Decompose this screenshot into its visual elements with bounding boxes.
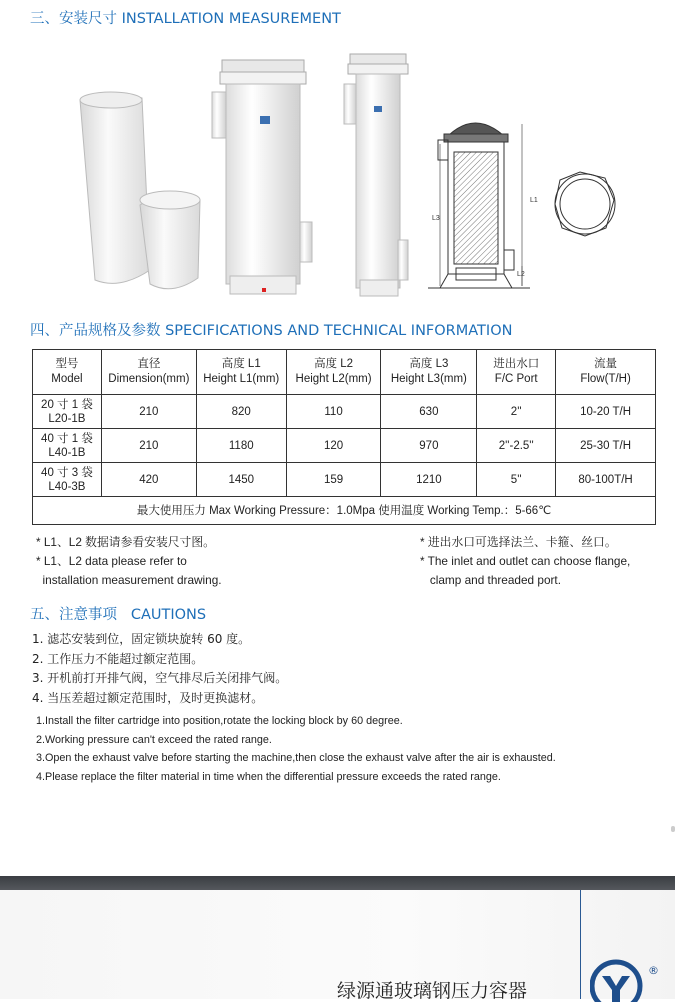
cell-model: 40 寸 3 袋 L40-3B <box>33 463 102 497</box>
list-item: 1.Install the filter cartridge into position,rotate the locking block by 60 degree. <box>36 715 403 727</box>
section-title-installation: 三、安装尺寸 INSTALLATION MEASUREMENT <box>30 11 341 27</box>
spec-table <box>32 349 656 525</box>
cell-l1: 1450 <box>196 463 286 497</box>
cell-l3: 970 <box>381 429 477 463</box>
cautions-cn-list <box>32 630 287 708</box>
filter-bag-image <box>80 92 200 289</box>
list-item: 4.Please replace the filter material in time when the differential pressure exceeds the rated range. <box>36 770 501 783</box>
cell-l3: 1210 <box>381 463 477 497</box>
cell-dimension: 420 <box>101 463 196 497</box>
footer-band <box>0 876 675 890</box>
working-conditions: 最大使用压力 Max Working Pressure：1.0Mpa 使用温度 Working Temp.：5-66℃ <box>33 497 656 525</box>
cell-l3: 630 <box>381 395 477 429</box>
table-row <box>33 429 656 463</box>
filter-housing-large-image <box>212 60 312 294</box>
registered-mark: ® <box>648 964 659 977</box>
header-height-l2: 高度 L2 Height L2(mm) <box>286 350 381 395</box>
cell-flow: 25-30 T/H <box>556 429 656 463</box>
company-name: 绿源通玻璃钢压力容器 <box>337 980 528 1002</box>
label-l2: L2 <box>517 271 525 278</box>
table-footer-row <box>33 497 656 525</box>
section-title-cautions: 五、注意事项 CAUTIONS <box>30 607 207 623</box>
edge-decoration <box>671 826 675 832</box>
list-item: 1. 滤芯安装到位，固定锁块旋转 60 度。 <box>32 632 251 646</box>
list-item: 3.Open the exhaust valve before starting the machine,then close the exhaust valve after the air is exhausted. <box>36 752 556 764</box>
filter-housing-slim-image <box>344 54 408 296</box>
header-height-l1: 高度 L1 Height L1(mm) <box>196 350 286 395</box>
list-item: 4. 当压差超过额定范围时，及时更换滤材。 <box>32 690 264 705</box>
table-row <box>33 395 656 429</box>
header-dimension: 直径 Dimension(mm) <box>101 350 196 395</box>
cell-port: 2''-2.5'' <box>477 429 556 463</box>
list-item: 3. 开机前打开排气阀，空气排尽后关闭排气阀。 <box>32 671 288 685</box>
list-item: 2.Working pressure can't exceed the rated range. <box>36 733 272 746</box>
cell-dimension: 210 <box>101 395 196 429</box>
cell-l2: 110 <box>286 395 381 429</box>
label-l1: L1 <box>530 197 538 204</box>
header-model: 型号 Model <box>33 350 102 395</box>
cell-port: 5'' <box>477 463 556 497</box>
company-logo-icon <box>590 958 646 1002</box>
section-title-specifications: 四、产品规格及参数 SPECIFICATIONS AND TECHNICAL INFORMATION <box>30 323 513 339</box>
installation-drawing <box>428 123 615 288</box>
product-figures <box>0 40 675 310</box>
label-l3: L3 <box>432 215 440 222</box>
note-right: * 进出水口可选择法兰、卡箍、丝口。 * The inlet and outlet can choose flange, clamp and threaded port. <box>420 535 631 587</box>
cell-dimension: 210 <box>101 429 196 463</box>
cautions-en-list <box>36 712 556 786</box>
list-item: 2. 工作压力不能超过额定范围。 <box>32 651 204 666</box>
cell-port: 2'' <box>477 395 556 429</box>
cell-flow: 80-100T/H <box>556 463 656 497</box>
header-flow: 流量 Flow(T/H) <box>556 350 656 395</box>
cell-model: 40 寸 1 袋 L40-1B <box>33 429 102 463</box>
cell-l2: 120 <box>286 429 381 463</box>
cell-model: 20 寸 1 袋 L20-1B <box>33 395 102 429</box>
cell-l1: 1180 <box>196 429 286 463</box>
cell-flow: 10-20 T/H <box>556 395 656 429</box>
header-port: 进出水口 F/C Port <box>477 350 556 395</box>
header-height-l3: 高度 L3 Height L3(mm) <box>381 350 477 395</box>
cell-l2: 159 <box>286 463 381 497</box>
cell-l1: 820 <box>196 395 286 429</box>
footer-divider <box>580 890 581 999</box>
table-header-row <box>33 350 656 395</box>
table-row <box>33 463 656 497</box>
note-left: * L1、L2 数据请参看安装尺寸图。 * L1、L2 data please refer to installation measurement drawing. <box>36 535 222 587</box>
